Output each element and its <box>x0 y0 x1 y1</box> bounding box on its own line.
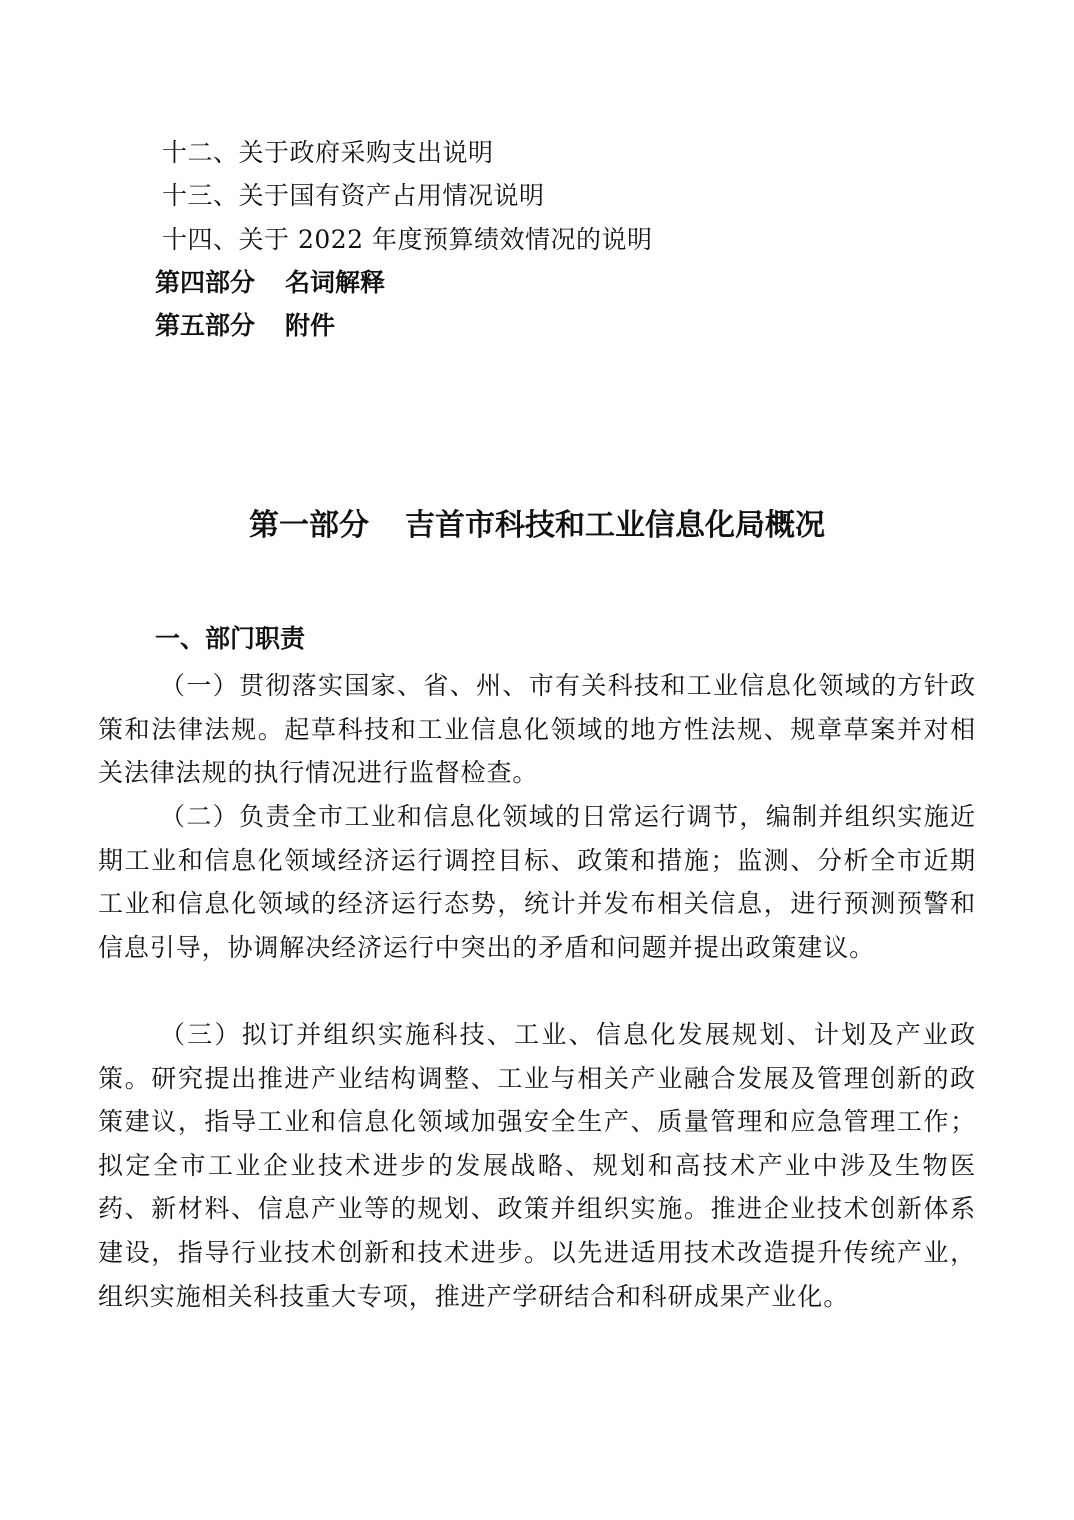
part-one-label: 第一部分 <box>249 508 369 543</box>
toc-item-13: 十三、关于国有资产占用情况说明 <box>162 181 545 210</box>
part-one-title <box>0 506 1074 546</box>
toc-part-five-title: 附件 <box>285 311 336 340</box>
paragraph-duty-1: （一）贯彻落实国家、省、州、市有关科技和工业信息化领域的方针政策和法律法规。起草科技和工业信息化领域的地方性法规、规章草案并对相关法律法规的执行情况进行监督检查。 <box>98 671 976 788</box>
paragraph-duty-2: （二）负责全市工业和信息化领域的日常运行调节，编制并组织实施近期工业和信息化领域经济运行调控目标、政策和措施；监测、分析全市近期工业和信息化领域的经济运行态势，统计并发布相关信息，进行预测预警和信息引导，协调解决经济运行中突出的矛盾和问题并提出政策建议。 <box>98 802 976 962</box>
part-one-heading: 吉首市科技和工业信息化局概况 <box>405 508 825 543</box>
toc-part-five <box>155 311 335 341</box>
toc-part-four-label: 第四部分 <box>155 268 256 297</box>
section-heading: 一、部门职责 <box>155 624 306 653</box>
toc-item-14: 十四、关于 2022 年度预算绩效情况的说明 <box>162 225 653 254</box>
paragraph-duty-3: （三）拟订并组织实施科技、工业、信息化发展规划、计划及产业政策。研究提出推进产业结构调整、工业与相关产业融合发展及管理创新的政策建议，指导工业和信息化领域加强安全生产、质量管理和应急管理工作；拟定全市工业企业技术进步的发展战略、规划和高技术产业中涉及生物医药、新材料、信息产业等的规划、政策并组织实施。推进企业技术创新体系建设，指导行业技术创新和技术进步。以先进适用技术改造提升传统产业，组织实施相关科技重大专项，推进产学研结合和科研成果产业化。 <box>98 1020 976 1311</box>
toc-part-four <box>155 268 385 298</box>
toc-part-four-title: 名词解释 <box>285 268 386 297</box>
toc-item-12: 十二、关于政府采购支出说明 <box>162 138 494 167</box>
toc-part-five-label: 第五部分 <box>155 311 256 340</box>
